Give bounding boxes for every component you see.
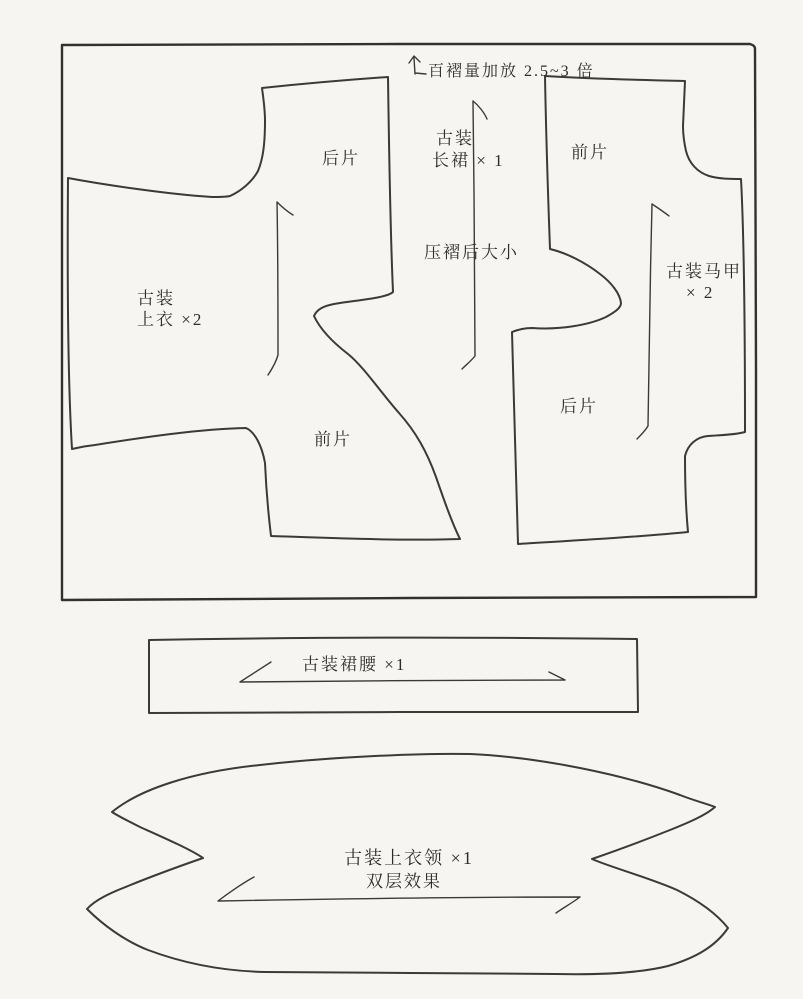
vest-name-line2: × 2 (686, 283, 715, 302)
pleat-arrow-icon (409, 56, 426, 74)
vest-front-label: 前片 (571, 143, 609, 162)
jacket-name-line2: 上衣 ×2 (137, 310, 204, 329)
pleat-note-label: 百褶量加放 2.5~3 倍 (428, 63, 595, 80)
skirt-name-line2: 长裙 × 1 (432, 151, 505, 170)
waistband-label: 古装裙腰 ×1 (302, 655, 407, 674)
vest-piece-outline (512, 76, 745, 544)
vest-grainline (637, 204, 669, 439)
skirt-note-label: 压褶后大小 (424, 243, 519, 262)
waistband-outline (149, 638, 638, 713)
vest-name-line1: 古装马甲 (666, 262, 742, 281)
jacket-front-label: 前片 (314, 430, 352, 449)
jacket-grainline (268, 202, 293, 375)
collar-label-line1: 古装上衣领 ×1 (344, 848, 474, 868)
collar-label-line2: 双层效果 (366, 872, 442, 891)
jacket-piece-outline (68, 77, 460, 540)
jacket-back-label: 后片 (322, 149, 360, 168)
vest-back-label: 后片 (560, 397, 598, 416)
skirt-name-line1: 古装 (436, 129, 474, 148)
jacket-name-line1: 古装 (137, 289, 175, 308)
